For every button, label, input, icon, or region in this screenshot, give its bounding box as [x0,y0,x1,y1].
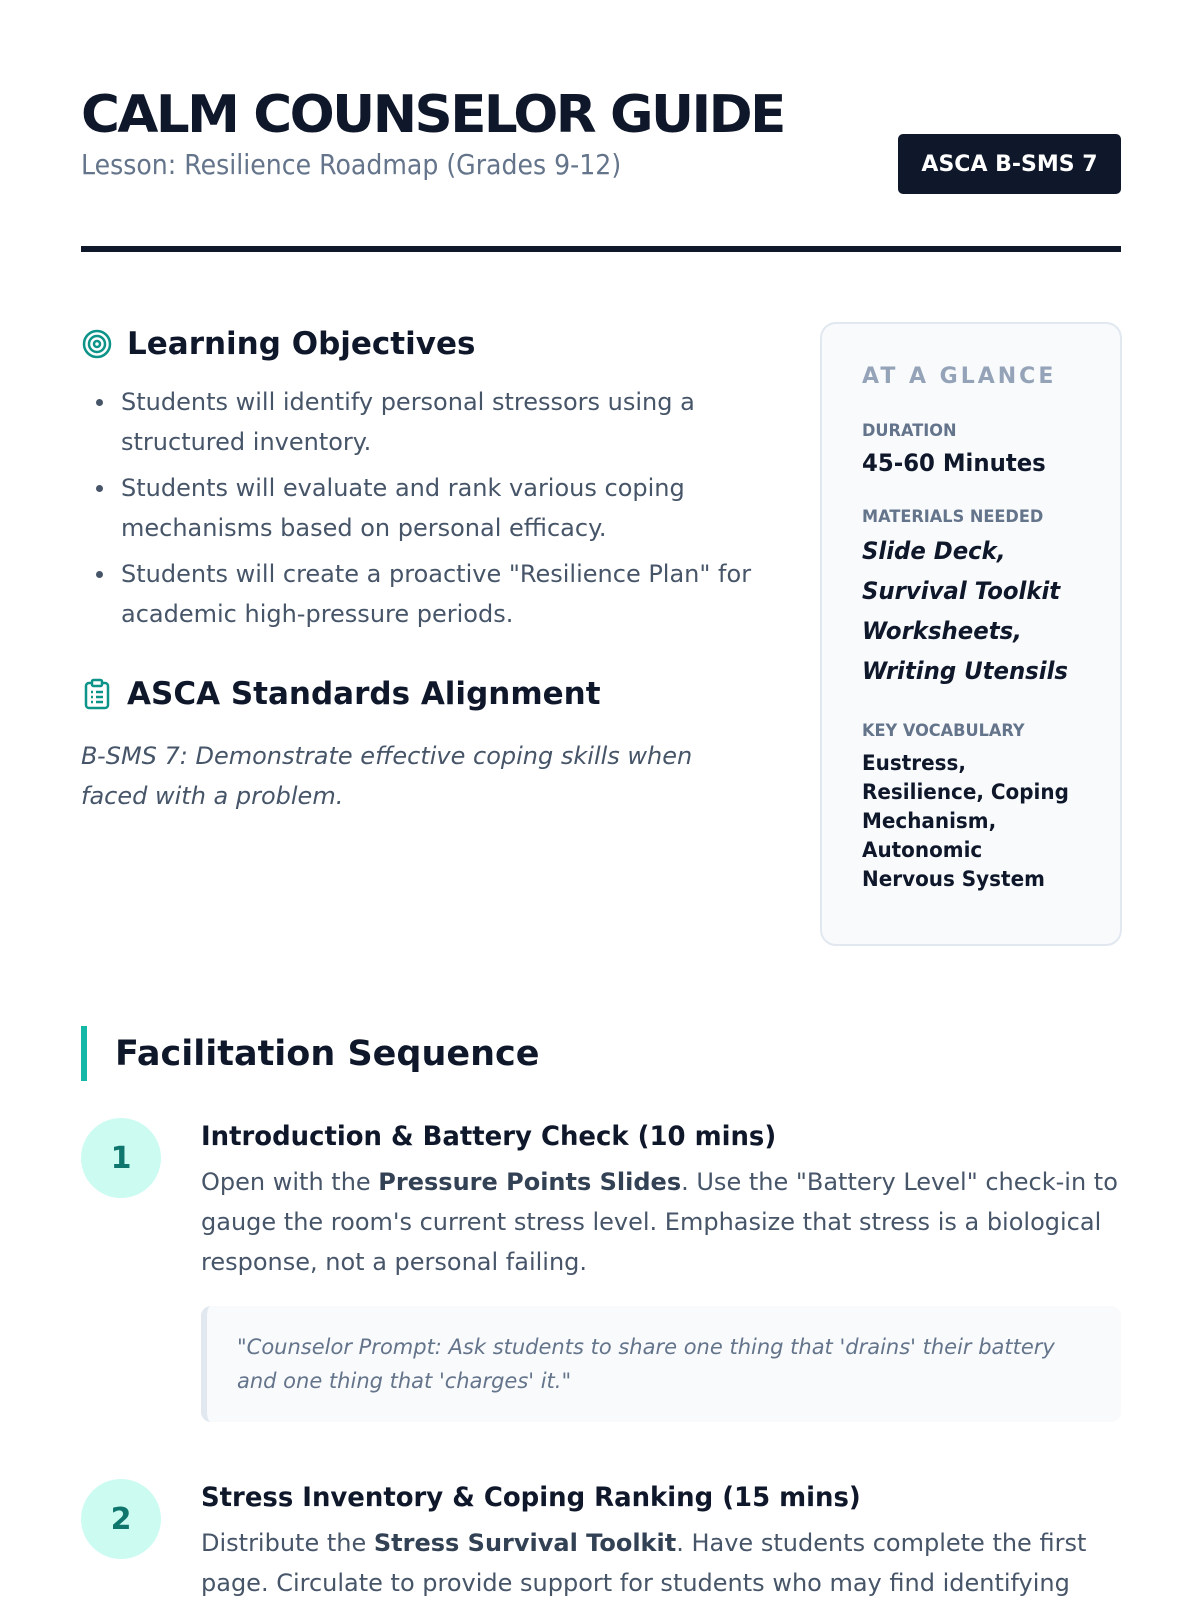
glance-heading: AT A GLANCE [862,364,1057,389]
materials-label: MATERIALS NEEDED [862,507,1044,527]
list-item: Students will create a proactive "Resilience Plan" for academic high-pressure periods. [121,554,761,634]
list-item: Students will evaluate and rank various coping mechanisms based on personal efficacy. [121,468,761,548]
lesson-subtitle: Lesson: Resilience Roadmap (Grades 9-12) [81,148,622,181]
at-a-glance-card [820,322,1122,946]
step-number: 2 [81,1479,161,1559]
counselor-prompt: "Counselor Prompt: Ask students to share one thing that 'drains' their battery and one thing that 'charges' it." [201,1306,1121,1422]
vocab-label: KEY VOCABULARY [862,721,1025,741]
step-number: 1 [81,1118,161,1198]
page-title: CALM COUNSELOR GUIDE [81,85,784,145]
material-name: Stress Survival Toolkit [373,1529,677,1557]
vocab-value: Eustress, Resilience, Coping Mechanism, Autonomic Nervous System [862,751,1069,891]
materials-value: Slide Deck, Survival Toolkit Worksheets, Writing Utensils [862,537,1068,685]
step-description: Open with the Pressure Points Slides. Use the "Battery Level" check-in to gauge the room's current stress level. Emphasize that stress is a biological response, not a personal failing. [201,1168,1118,1276]
step-title: Stress Inventory & Coping Ranking (15 mins) [201,1482,861,1513]
duration-label: DURATION [862,421,957,441]
objectives-heading-row [81,320,761,368]
objectives-heading: Learning Objectives [127,326,476,362]
step-1 [81,1118,1121,1422]
accent-bar [81,1026,87,1081]
step-title: Introduction & Battery Check (10 mins) [201,1121,777,1152]
standard-badge: ASCA B-SMS 7 [898,134,1121,194]
standards-heading-row [81,670,761,718]
header-divider [81,246,1121,252]
standards-text: B-SMS 7: Demonstrate effective coping skills when faced with a problem. [81,742,693,810]
material-name: Pressure Points Slides [378,1168,682,1196]
facilitation-heading: Facilitation Sequence [115,1033,540,1074]
duration-value: 45-60 Minutes [862,449,1046,477]
objectives-column [81,320,761,816]
standards-heading: ASCA Standards Alignment [127,676,601,712]
target-icon [81,328,113,360]
step-description: Distribute the Stress Survival Toolkit. Have students complete the first page. Circulate to provide support for students who may find identifying [201,1529,1087,1597]
clipboard-icon [81,678,113,710]
list-item: Students will identify personal stressors using a structured inventory. [121,382,761,462]
objectives-list [81,382,761,634]
facilitation-heading-row [81,1026,540,1081]
header [81,84,1121,181]
step-2 [81,1479,1121,1600]
